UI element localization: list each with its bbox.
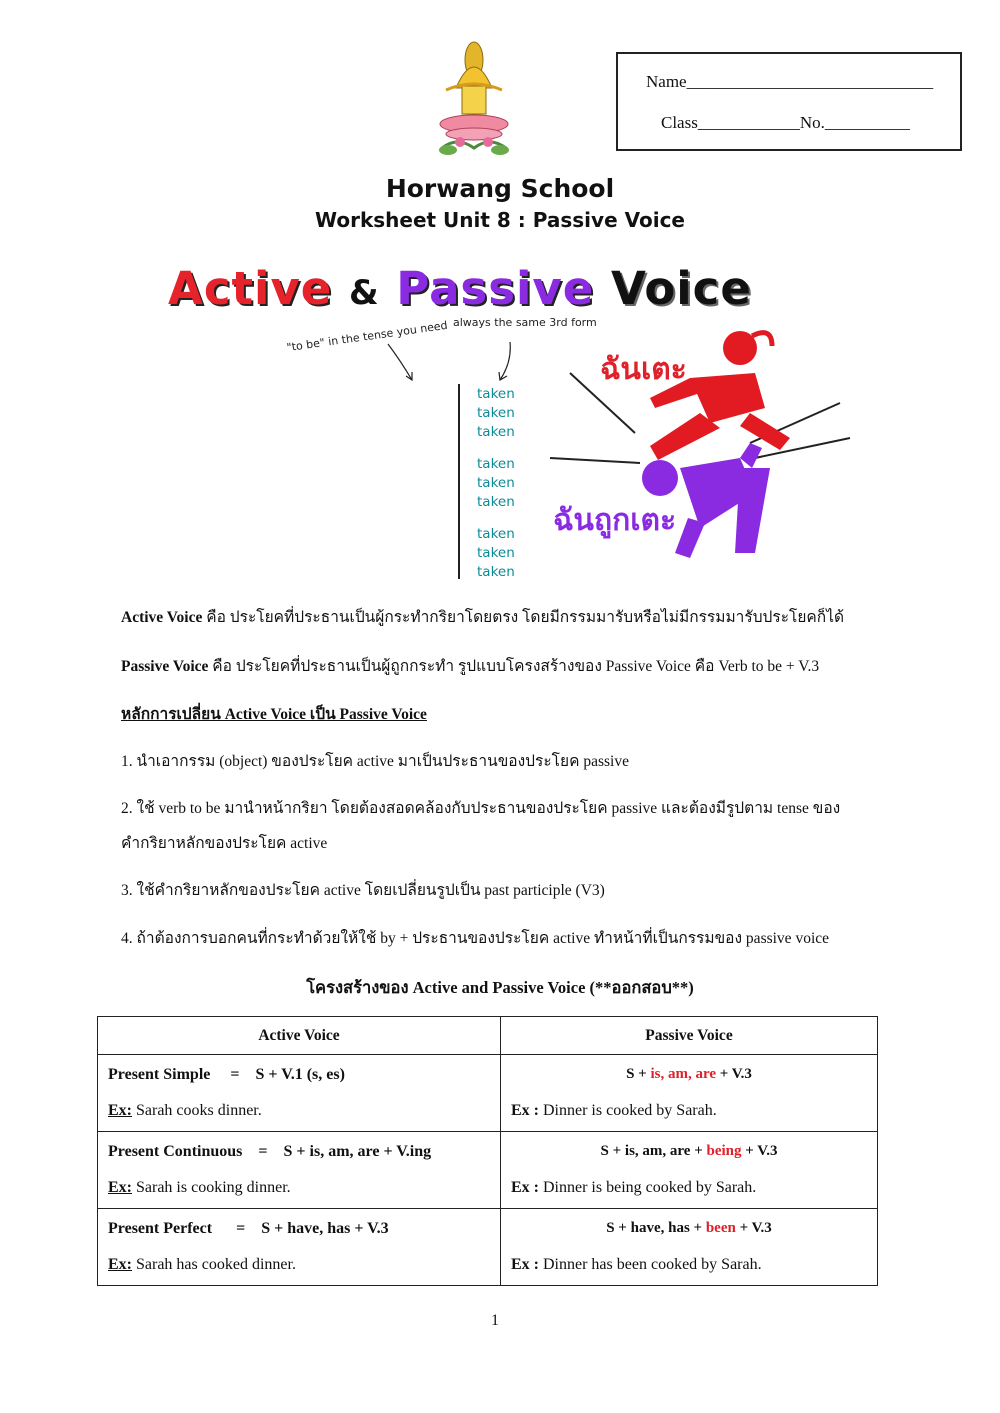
example-text: Sarah is cooking dinner.	[132, 1179, 291, 1196]
formula-part: + V.3	[741, 1143, 778, 1159]
participle-form-0: taken	[477, 386, 515, 402]
passive-cell-present-perfect	[502, 1210, 876, 1284]
participle-form-4: taken	[477, 475, 515, 491]
example-text: Dinner is cooked by Sarah.	[539, 1102, 717, 1119]
rules-heading: หลักการเปลี่ยน Active Voice เป็น Passive Voice	[121, 706, 427, 723]
example-label: Ex:	[108, 1102, 132, 1119]
formula-part: S + have, has +	[606, 1220, 706, 1236]
participle-form-8: taken	[477, 564, 515, 580]
active-voice-term: Active Voice	[121, 609, 203, 626]
banner-active: Active	[168, 262, 333, 315]
passive-voice-def-text: คือ ประโยคที่ประธานเป็นผู้ถูกกระทำ รูปแบบโครงสร้างของ Passive Voice คือ Verb to be + V.3	[208, 658, 820, 675]
formula-part: S +	[626, 1066, 651, 1082]
example-text: Sarah cooks dinner.	[132, 1102, 262, 1119]
example-label: Ex :	[511, 1256, 539, 1273]
formula-part: S + is, am, are +	[600, 1143, 707, 1159]
thai-active-label: ฉันเตะ	[600, 352, 687, 387]
name-label: Name	[646, 72, 687, 91]
active-formula	[108, 1220, 389, 1238]
table-header-row	[98, 1017, 878, 1055]
student-info-box	[616, 52, 962, 151]
worksheet-title: Worksheet Unit 8 : Passive Voice	[315, 208, 685, 232]
passive-formula	[502, 1066, 876, 1083]
passive-cell-present-continuous	[502, 1133, 876, 1207]
formula: S + have, has + V.3	[261, 1220, 389, 1237]
active-voice-definition	[121, 604, 844, 629]
passive-voice-definition	[121, 653, 819, 678]
active-voice-def-text: คือ ประโยคที่ประธานเป็นผู้กระทำกริยาโดยตรง โดยมีกรรมมารับหรือไม่มีกรรมมารับประโยคก็ได้	[202, 609, 845, 626]
class-blank[interactable]: ____________	[697, 113, 800, 132]
passive-formula	[502, 1220, 876, 1237]
equals-sign: =	[230, 1066, 240, 1083]
col-header-active: Active Voice	[98, 1017, 501, 1055]
rule-2: 2. ใช้ verb to be มานำหน้ากริยา โดยต้องสอดคล้องกับประธานของประโยค passive และต้องมีรูปตาม tense ของ	[121, 800, 841, 817]
tense-name: Present Simple	[108, 1066, 211, 1083]
equals-sign: =	[258, 1143, 268, 1160]
table-row	[98, 1055, 878, 1132]
example-text: Dinner is being cooked by Sarah.	[539, 1179, 757, 1196]
formula-highlight: is, am, are	[650, 1066, 716, 1082]
active-cell-present-perfect	[99, 1210, 499, 1284]
rule-3: 3. ใช้คำกริยาหลักของประโยค active โดยเปลี่ยนรูปเป็น past participle (V3)	[121, 882, 605, 899]
tense-name: Present Continuous	[108, 1143, 243, 1160]
formula: S + V.1 (s, es)	[255, 1066, 345, 1083]
formula-part: + V.3	[735, 1220, 772, 1236]
rule-4: 4. ถ้าต้องการบอกคนที่กระทำด้วยให้ใช้ by + ประธานของประโยค active ทำหน้าที่เป็นกรรมของ passive voice	[121, 930, 830, 947]
name-blank[interactable]: _____________________________	[686, 72, 934, 91]
example-text: Dinner has been cooked by Sarah.	[539, 1256, 762, 1273]
equals-sign: =	[236, 1220, 246, 1237]
thai-passive-label: ฉันถูกเตะ	[553, 503, 677, 538]
col-header-passive: Passive Voice	[501, 1017, 878, 1055]
formula-highlight: being	[706, 1143, 742, 1159]
table-row	[98, 1209, 878, 1286]
formula: S + is, am, are + V.ing	[283, 1143, 432, 1160]
example-label: Ex :	[511, 1102, 539, 1119]
active-cell-present-continuous	[99, 1133, 499, 1207]
participle-form-1: taken	[477, 405, 515, 421]
example-label: Ex :	[511, 1179, 539, 1196]
participle-form-2: taken	[477, 424, 515, 440]
tense-name: Present Perfect	[108, 1220, 213, 1237]
rule-2-continued: คำกริยาหลักของประโยค active	[121, 835, 328, 852]
active-passive-banner	[168, 262, 752, 315]
school-crest-logo	[432, 38, 516, 160]
rule-1: 1. นำเอากรรม (object) ของประโยค active มาเป็นประธานของประโยค passive	[121, 753, 629, 770]
participle-form-5: taken	[477, 494, 515, 510]
banner-voice: Voice	[610, 262, 752, 315]
note-third-form: always the same 3rd form	[453, 316, 597, 329]
example-label: Ex:	[108, 1179, 132, 1196]
page-number: 1	[491, 1312, 499, 1329]
banner-passive: Passive	[396, 262, 595, 315]
no-label: No.	[799, 113, 825, 132]
example-text: Sarah has cooked dinner.	[132, 1256, 296, 1273]
passive-example	[511, 1179, 756, 1197]
formula-part: + V.3	[716, 1066, 752, 1082]
banner-amp: &	[348, 273, 380, 313]
participle-form-7: taken	[477, 545, 515, 561]
participle-form-3: taken	[477, 456, 515, 472]
no-blank[interactable]: __________	[824, 113, 910, 132]
active-formula	[108, 1066, 345, 1084]
participle-form-6: taken	[477, 526, 515, 542]
active-example	[108, 1179, 291, 1197]
passive-example	[511, 1256, 762, 1274]
active-passive-structure-table	[97, 1016, 878, 1286]
active-example	[108, 1256, 296, 1274]
school-title: Horwang School	[385, 174, 615, 203]
name-line[interactable]	[646, 72, 933, 92]
active-cell-present-simple	[99, 1056, 499, 1130]
active-formula	[108, 1143, 431, 1161]
formula-highlight: been	[705, 1220, 736, 1236]
active-example	[108, 1102, 262, 1120]
table-row	[98, 1132, 878, 1209]
passive-formula	[502, 1143, 876, 1160]
note-to-be: "to be" in the tense you need	[285, 318, 449, 355]
class-line[interactable]	[661, 113, 910, 133]
passive-cell-present-simple	[502, 1056, 876, 1130]
passive-example	[511, 1102, 717, 1120]
class-label: Class	[661, 113, 698, 132]
note-arrows	[380, 340, 530, 385]
passive-voice-term: Passive Voice	[121, 658, 209, 675]
structure-title: โครงสร้างของ Active and Passive Voice (**ออกสอบ**)	[306, 978, 694, 997]
example-label: Ex:	[108, 1256, 132, 1273]
divider-line	[458, 384, 460, 579]
